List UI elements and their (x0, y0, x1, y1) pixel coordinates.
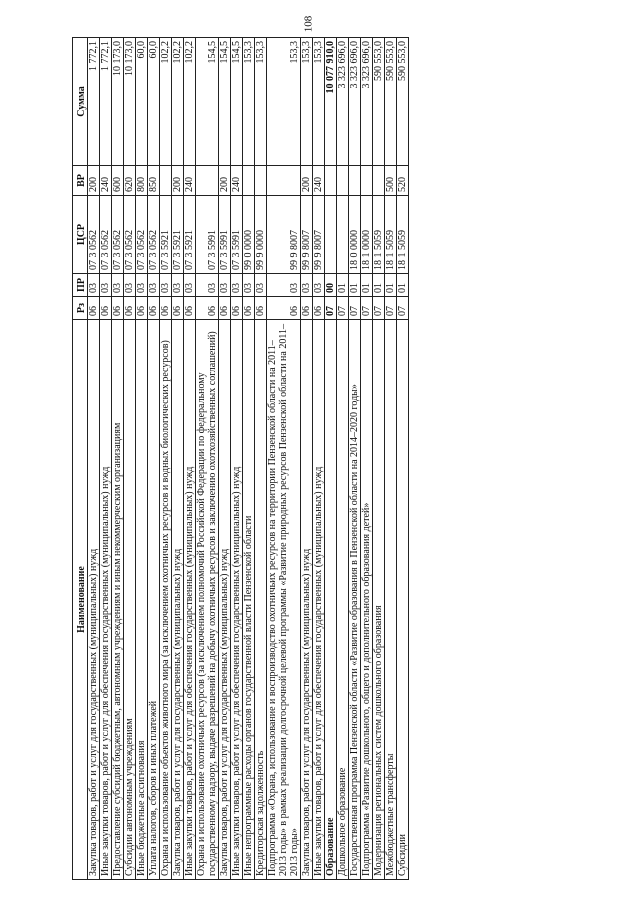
cell-vr (196, 166, 219, 196)
cell-sum: 590 553,0 (397, 38, 409, 166)
cell-rz: 06 (148, 297, 160, 320)
cell-vr: 200 (172, 166, 184, 196)
cell-name: Иные бюджетные ассигнования (136, 320, 148, 880)
cell-rz: 06 (136, 297, 148, 320)
cell-pr: 01 (337, 274, 349, 297)
cell-name: Образование (325, 320, 337, 880)
cell-sum: 60,0 (136, 38, 148, 166)
cell-name: Иные закупки товаров, работ и услуг для обеспечения государственных (муниципальных) нужд (184, 320, 196, 880)
table-row (255, 38, 267, 880)
cell-csr: 99 0 0000 (243, 196, 255, 274)
cell-pr: 01 (385, 274, 397, 297)
cell-rz: 06 (100, 297, 112, 320)
cell-name: Иные закупки товаров, работ и услуг для обеспечения государственных (муниципальных) нужд (231, 320, 243, 880)
cell-name: Закупка товаров, работ и услуг для государственных (муниципальных) нужд (172, 320, 184, 880)
table-row (243, 38, 255, 880)
cell-vr: 240 (184, 166, 196, 196)
cell-pr: 03 (136, 274, 148, 297)
cell-vr: 520 (397, 166, 409, 196)
table-row (172, 38, 184, 880)
cell-pr: 03 (267, 274, 301, 297)
table-row (184, 38, 196, 880)
cell-rz: 06 (267, 297, 301, 320)
cell-vr (337, 166, 349, 196)
page-number: 108 (302, 15, 315, 33)
cell-rz: 06 (243, 297, 255, 320)
table-row (313, 38, 325, 880)
cell-rz: 06 (231, 297, 243, 320)
cell-sum: 1 772,1 (100, 38, 112, 166)
cell-vr: 850 (148, 166, 160, 196)
cell-sum: 590 553,0 (385, 38, 397, 166)
header-name: Наименование (73, 320, 88, 880)
cell-sum: 3 323 696,0 (349, 38, 361, 166)
cell-vr: 600 (112, 166, 124, 196)
cell-name: Иные закупки товаров, работ и услуг для обеспечения государственных (муниципальных) нужд (100, 320, 112, 880)
cell-sum: 153,3 (255, 38, 267, 166)
cell-rz: 07 (325, 297, 337, 320)
cell-name: Дошкольное образование (337, 320, 349, 880)
table-row (100, 38, 112, 880)
cell-vr (243, 166, 255, 196)
cell-pr: 03 (231, 274, 243, 297)
cell-csr: 99 9 8007 (313, 196, 325, 274)
cell-csr: 07 3 0562 (100, 196, 112, 274)
cell-name: Кредиторская задолженность (255, 320, 267, 880)
cell-name: Государственная программа Пензенской области «Развитие образования в Пензенской области на 2014–2020 годы» (349, 320, 361, 880)
cell-sum: 153,3 (243, 38, 255, 166)
cell-rz: 06 (184, 297, 196, 320)
cell-sum: 590 553,0 (373, 38, 385, 166)
cell-pr: 03 (112, 274, 124, 297)
cell-sum: 153,3 (267, 38, 301, 166)
cell-vr: 500 (385, 166, 397, 196)
cell-rz: 07 (361, 297, 373, 320)
cell-csr: 99 9 8007 (267, 196, 301, 274)
cell-name: Подпрограмма «Развитие дошкольного, общего и дополнительного образования детей» (361, 320, 373, 880)
cell-vr (361, 166, 373, 196)
cell-pr: 01 (361, 274, 373, 297)
header-pr: ПР (73, 274, 88, 297)
cell-pr: 03 (313, 274, 325, 297)
table-header-row (73, 38, 88, 880)
table-row (219, 38, 231, 880)
cell-csr: 18 1 5059 (385, 196, 397, 274)
cell-vr (373, 166, 385, 196)
table-row (88, 38, 100, 880)
cell-pr: 00 (325, 274, 337, 297)
cell-csr: 07 3 0562 (136, 196, 148, 274)
cell-name: Модернизация региональных систем дошкольного образования (373, 320, 385, 880)
header-csr: ЦСР (73, 196, 88, 274)
cell-csr: 07 3 0562 (112, 196, 124, 274)
cell-pr: 01 (349, 274, 361, 297)
cell-name: Закупка товаров, работ и услуг для государственных (муниципальных) нужд (301, 320, 313, 880)
cell-csr: 07 3 5991 (219, 196, 231, 274)
header-vr: ВР (73, 166, 88, 196)
table-row (124, 38, 136, 880)
budget-table (72, 37, 409, 880)
cell-rz: 06 (112, 297, 124, 320)
cell-csr: 18 0 0000 (349, 196, 361, 274)
cell-csr: 07 3 0562 (124, 196, 136, 274)
cell-rz: 06 (196, 297, 219, 320)
cell-sum: 154,5 (219, 38, 231, 166)
table-row (112, 38, 124, 880)
table-row (148, 38, 160, 880)
header-sum: Сумма (73, 38, 88, 166)
table-body (88, 38, 409, 880)
table-row (160, 38, 172, 880)
cell-sum: 1 772,1 (88, 38, 100, 166)
cell-sum: 153,3 (313, 38, 325, 166)
table-row (385, 38, 397, 880)
cell-vr: 620 (124, 166, 136, 196)
cell-name: Охрана и использование охотничьих ресурсов (за исключением полномочий Российской Федерации по федеральному государственному надзору, выдаче разрешений на добычу охотничьих ресурсов и заключению охотхозяйственных соглашений) (196, 320, 219, 880)
budget-table-container (72, 38, 602, 880)
cell-sum: 154,5 (231, 38, 243, 166)
cell-vr (160, 166, 172, 196)
cell-rz: 07 (337, 297, 349, 320)
cell-rz: 06 (301, 297, 313, 320)
table-row (301, 38, 313, 880)
cell-sum: 3 323 696,0 (337, 38, 349, 166)
cell-vr (325, 166, 337, 196)
cell-pr: 03 (160, 274, 172, 297)
cell-name: Субсидии (397, 320, 409, 880)
cell-pr: 03 (148, 274, 160, 297)
cell-sum: 3 323 696,0 (361, 38, 373, 166)
cell-sum: 102,2 (172, 38, 184, 166)
table-row (325, 38, 337, 880)
cell-csr: 18 1 0000 (361, 196, 373, 274)
cell-vr: 200 (301, 166, 313, 196)
cell-vr (349, 166, 361, 196)
cell-sum: 10 173,0 (112, 38, 124, 166)
table-row (267, 38, 301, 880)
table-row (397, 38, 409, 880)
cell-pr: 03 (243, 274, 255, 297)
cell-csr: 18 1 5059 (373, 196, 385, 274)
header-rz: Рз (73, 297, 88, 320)
table-row (231, 38, 243, 880)
table-row (196, 38, 219, 880)
cell-vr: 240 (313, 166, 325, 196)
cell-rz: 06 (219, 297, 231, 320)
cell-rz: 07 (373, 297, 385, 320)
cell-rz: 06 (88, 297, 100, 320)
cell-name: Иные непрограммные расходы органов государственной власти Пензенской области (243, 320, 255, 880)
cell-csr: 99 9 0000 (255, 196, 267, 274)
cell-name: Субсидии автономным учреждениям (124, 320, 136, 880)
cell-name: Межбюджетные трансферты (385, 320, 397, 880)
cell-rz: 07 (349, 297, 361, 320)
cell-pr: 03 (172, 274, 184, 297)
cell-pr: 03 (184, 274, 196, 297)
cell-name: Уплата налогов, сборов и иных платежей (148, 320, 160, 880)
table-row (373, 38, 385, 880)
cell-pr: 03 (88, 274, 100, 297)
cell-sum: 102,2 (184, 38, 196, 166)
cell-rz: 07 (385, 297, 397, 320)
cell-sum: 153,3 (301, 38, 313, 166)
cell-csr: 07 3 5921 (184, 196, 196, 274)
cell-rz: 07 (397, 297, 409, 320)
cell-rz: 06 (313, 297, 325, 320)
table-row (337, 38, 349, 880)
cell-pr: 03 (219, 274, 231, 297)
cell-rz: 06 (124, 297, 136, 320)
cell-vr: 800 (136, 166, 148, 196)
cell-vr: 240 (231, 166, 243, 196)
cell-pr: 03 (124, 274, 136, 297)
cell-sum: 10 173,0 (124, 38, 136, 166)
table-row (361, 38, 373, 880)
cell-rz: 06 (172, 297, 184, 320)
cell-name: Охрана и использование объектов животного мира (за исключением охотничьих ресурсов и водных биологических ресурсов) (160, 320, 172, 880)
cell-csr: 07 3 0562 (148, 196, 160, 274)
cell-rz: 06 (160, 297, 172, 320)
cell-name: Предоставление субсидий бюджетным, автономным учреждениям и иным некоммерческим организациям (112, 320, 124, 880)
cell-csr: 07 3 5991 (231, 196, 243, 274)
cell-csr: 07 3 5921 (172, 196, 184, 274)
cell-name: Закупка товаров, работ и услуг для государственных (муниципальных) нужд (88, 320, 100, 880)
cell-csr: 07 3 5921 (160, 196, 172, 274)
cell-vr (255, 166, 267, 196)
cell-csr: 18 1 5059 (397, 196, 409, 274)
cell-vr (267, 166, 301, 196)
cell-vr: 240 (100, 166, 112, 196)
cell-csr (337, 196, 349, 274)
cell-vr: 200 (219, 166, 231, 196)
cell-sum: 154,5 (196, 38, 219, 166)
cell-rz: 06 (255, 297, 267, 320)
cell-csr: 99 9 8007 (301, 196, 313, 274)
cell-csr: 07 3 5991 (196, 196, 219, 274)
cell-sum: 60,0 (148, 38, 160, 166)
cell-name: Иные закупки товаров, работ и услуг для обеспечения государственных (муниципальных) нужд (313, 320, 325, 880)
cell-pr: 03 (100, 274, 112, 297)
cell-vr: 200 (88, 166, 100, 196)
table-row (349, 38, 361, 880)
table-row (136, 38, 148, 880)
cell-pr: 01 (397, 274, 409, 297)
cell-csr (325, 196, 337, 274)
cell-sum: 102,2 (160, 38, 172, 166)
cell-csr: 07 3 0562 (88, 196, 100, 274)
cell-sum: 10 077 910,0 (325, 38, 337, 166)
cell-pr: 01 (373, 274, 385, 297)
cell-pr: 03 (196, 274, 219, 297)
cell-name: Подпрограмма «Охрана, использование и воспроизводство охотничьих ресурсов на территории Пензенской области на 2011–2013 годы» в рамках реализации долгосрочной целевой программы «Развитие природных ресурсов Пензенской области на 2011–2013 годы» (267, 320, 301, 880)
cell-pr: 03 (301, 274, 313, 297)
cell-pr: 03 (255, 274, 267, 297)
cell-name: Закупка товаров, работ и услуг для государственных (муниципальных) нужд (219, 320, 231, 880)
